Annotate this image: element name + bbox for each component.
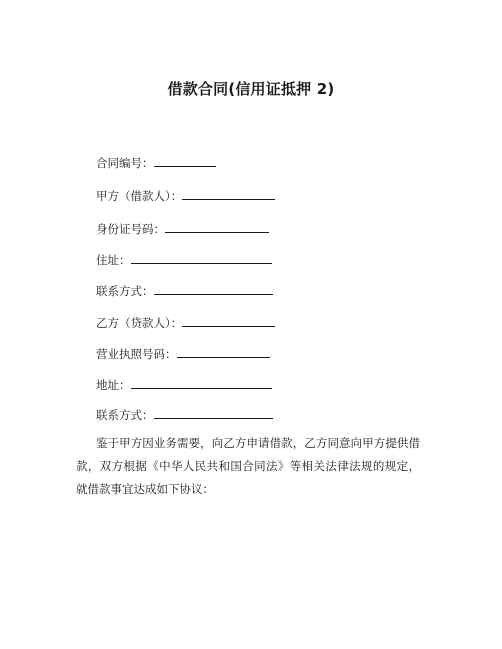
contact-b-blank	[154, 407, 273, 419]
document-title: 借款合同(信用证抵押 2)	[167, 80, 335, 98]
id-number-label: 身份证号码：	[96, 222, 165, 236]
license-number-label: 营业执照号码：	[96, 347, 177, 361]
contact-a-blank	[154, 283, 273, 295]
address-b-blank	[131, 377, 272, 389]
contact-a-field	[96, 283, 273, 298]
address-b-field	[96, 377, 272, 392]
contract-number-blank	[154, 155, 216, 167]
contract-number-field	[96, 155, 216, 170]
party-b-label: 乙方（贷款人）：	[96, 316, 183, 330]
agreement-preamble: 鉴于甲方因业务需要，向乙方申请借款，乙方同意向甲方提供借款，双方根据《中华人民共和国合同法》等相关法律法规的规定，就借款事宜达成如下协议：	[76, 436, 420, 496]
license-number-field	[96, 346, 270, 361]
license-number-blank	[177, 346, 270, 358]
contract-number-label: 合同编号：	[96, 156, 154, 170]
party-b-field	[96, 315, 275, 330]
address-b-label: 地址：	[96, 378, 131, 392]
contact-b-label: 联系方式：	[96, 408, 154, 422]
party-b-blank	[182, 315, 275, 327]
address-a-blank	[131, 252, 272, 264]
contact-b-field	[96, 407, 273, 422]
id-number-blank	[165, 221, 269, 233]
address-a-label: 住址：	[96, 253, 131, 267]
contact-a-label: 联系方式：	[96, 284, 154, 298]
id-number-field	[96, 221, 269, 236]
address-a-field	[96, 252, 272, 267]
party-a-field	[96, 188, 275, 203]
party-a-blank	[182, 188, 275, 200]
party-a-label: 甲方（借款人）：	[96, 189, 183, 203]
